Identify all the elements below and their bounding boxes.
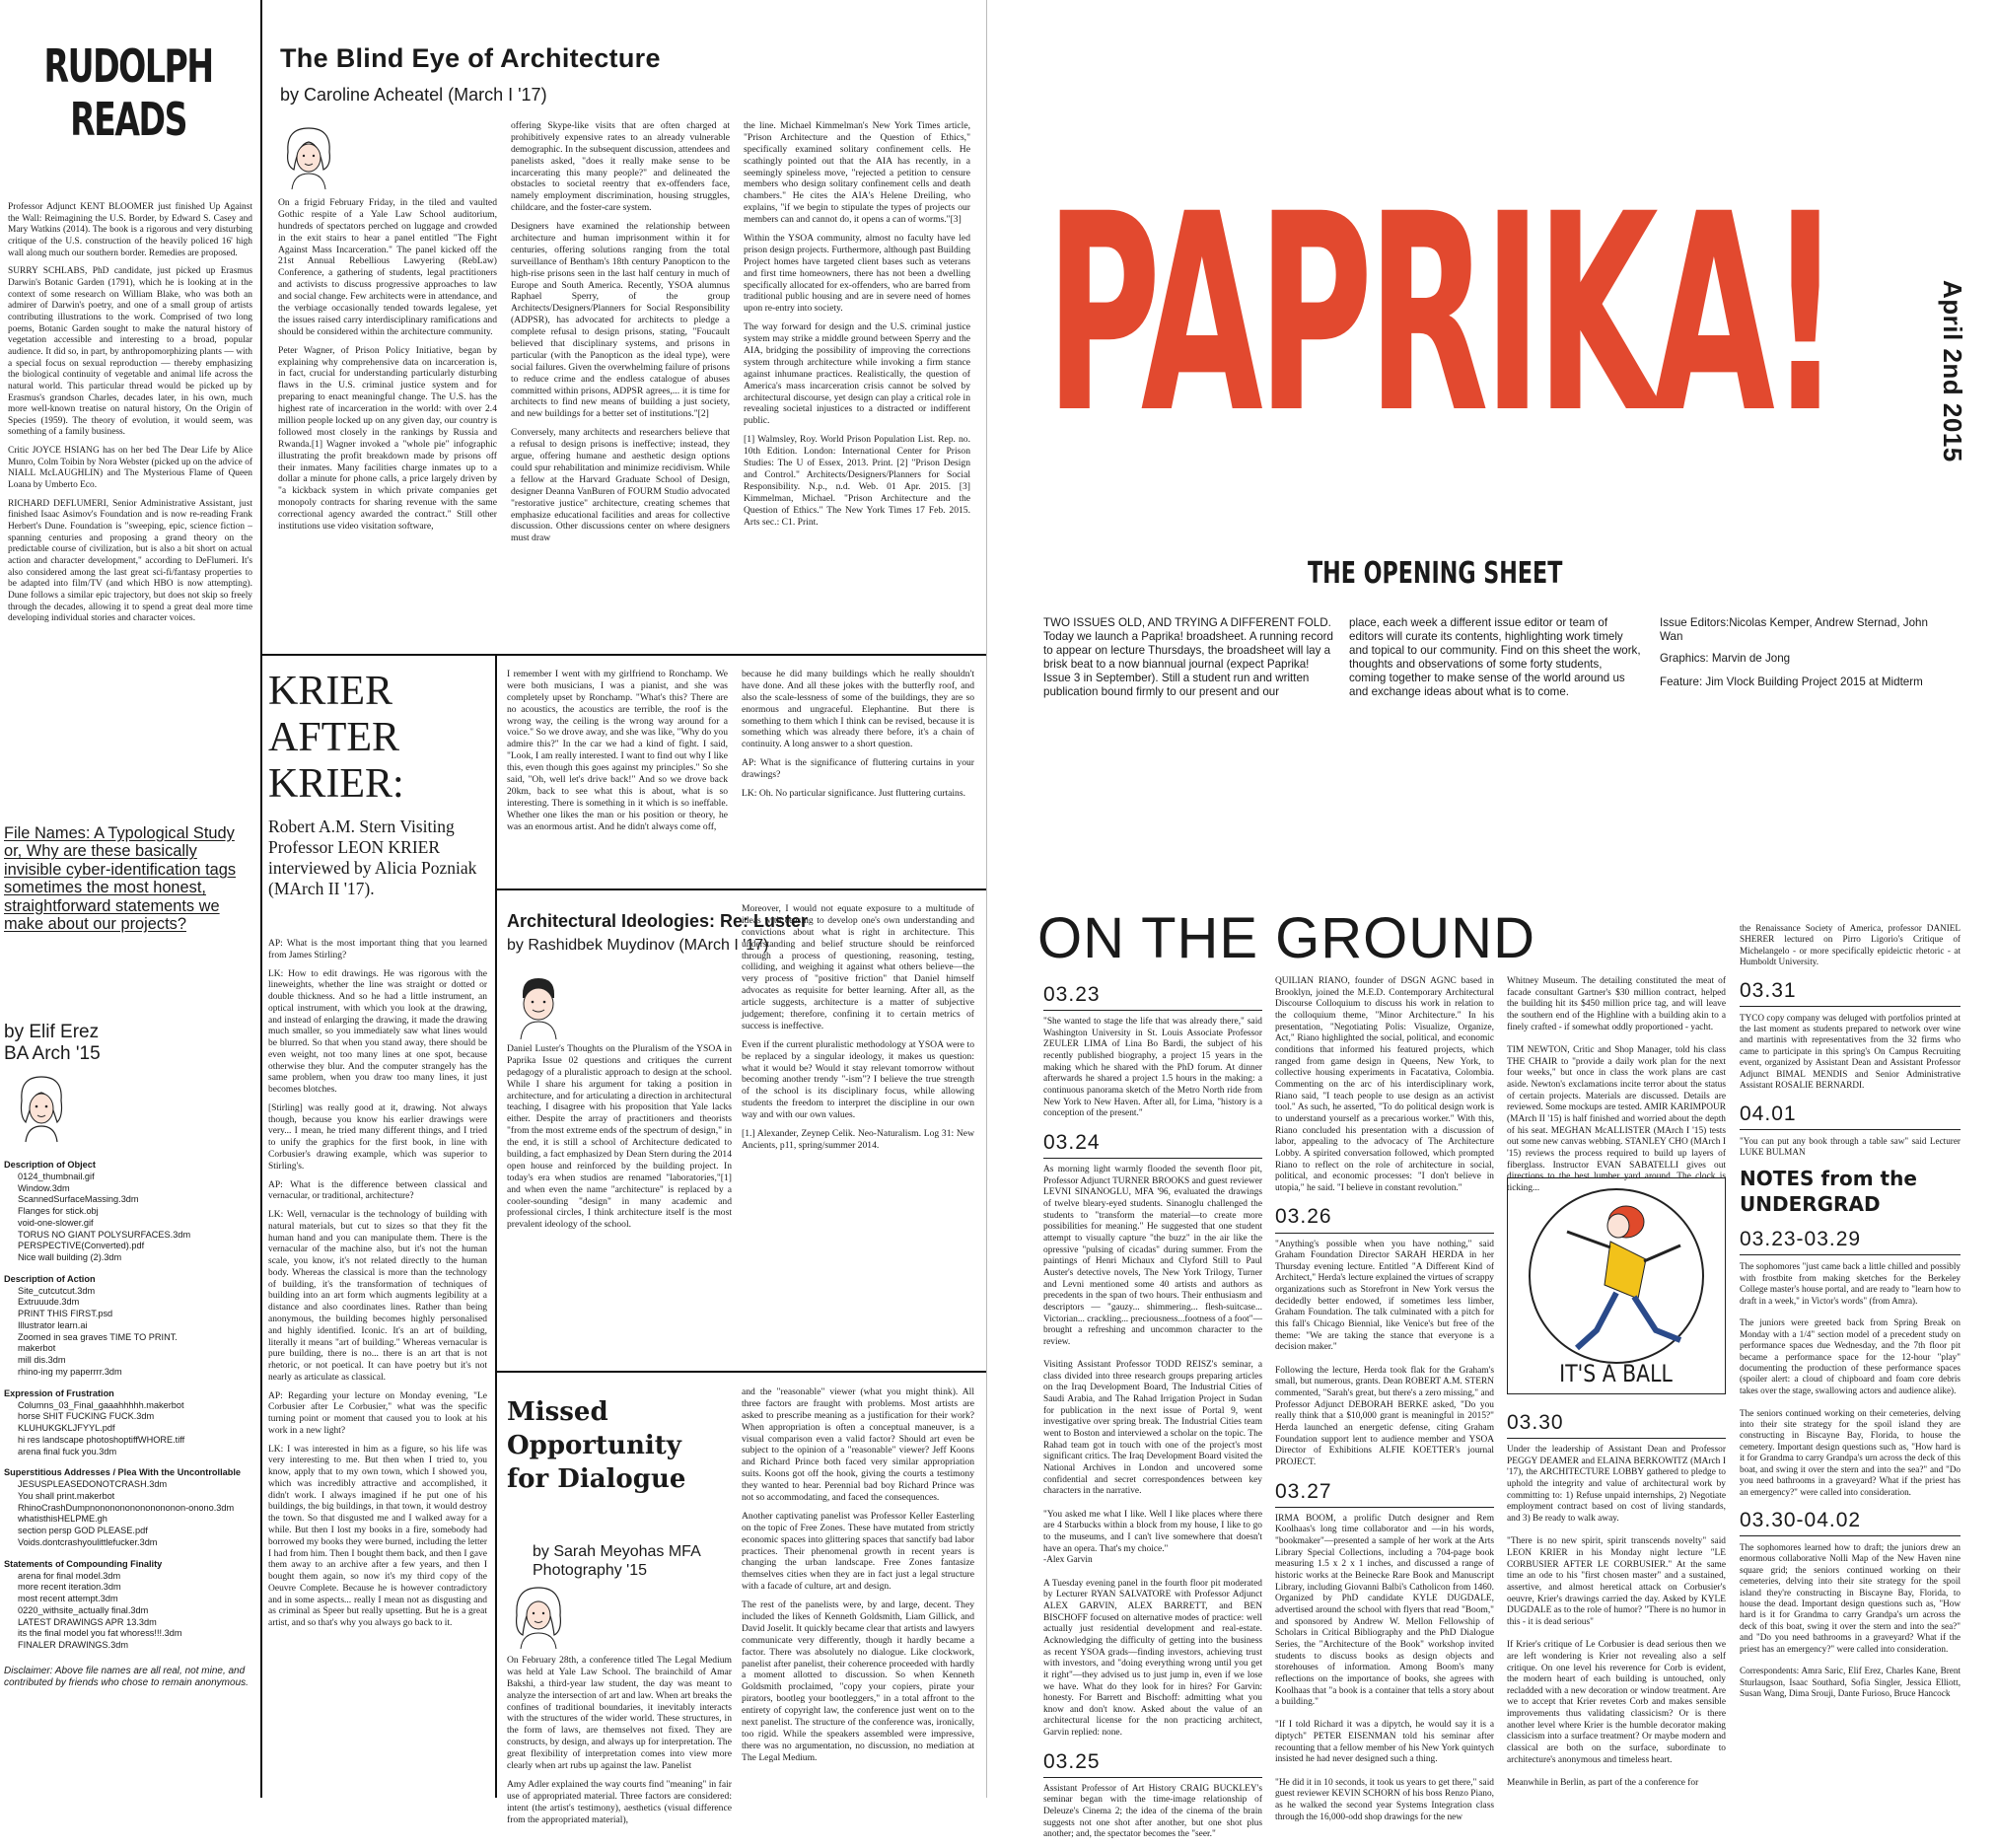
paragraph: Peter Wagner, of Prison Policy Initiative, began by explaining why comprehensive data on incarceration is, in fact, crucial for understanding particularly disturbing flaws in the U.S. criminal justice system and for preparing to enact meaningful change. The U.S. has the highest rate of incarceration in the world: with over 2.4 million people locked up on any given day, our country is followed most closely in the rankings by Russia and Rwanda.[1] Wagner invoked a "whole pie" infographic illustrating the profit breakdown made by prisons off their inmates. Many facilities charge inmates up to a dollar a minute for phone calls, a price largely driven by "a kickback system in which private companies get monopoly contracts for sharing revenue with the same correctional agency awarded the contract." Still other institutions use video visitation software, <box>278 344 497 533</box>
entry-text: The sophomores "just came back a little chilled and possibly with frostbite from making sketches for the Berkeley College master's house portal, and are ready to "learn how to draft in a week," in Victor's words" (from Amra). The juniors were greeted back from Spring Break on Monday with a 1/4" section model of a precedent study on performance spaces due Wednesday, and the 7th floor pit became a performance space for the 12-hour "play" documenting the production of these performance spaces (spoiler alert: a cloud of chipboard and foam core debris takes over the stage, swallowing actors and audience alike). The seniors continued working on their cemeteries, delving into their site strategy for the spoil island they are constructing in Biscayne Bay, Florida, to house the cemetery. Important design questions such as, "How hard is it for Grandma to carry Grandpa's urn across the deck of this boat, and swing it over the stern and into the sea?" and "Do you need bathrooms in a graveyard? What if the priest has an emergency?" were called into consideration. <box>1740 1261 1961 1497</box>
issue-editors: Issue Editors:Nicolas Kemper, Andrew Sternad, John Wan <box>1660 616 1928 643</box>
file-name: RhinoCrashDumpnononononononononon-onono.3dm <box>18 1502 235 1513</box>
on-the-ground-title: ON THE GROUND <box>1037 906 1535 970</box>
ground-col-3b <box>1507 1400 1726 1797</box>
ball-caption: IT'S A BALL <box>1559 1360 1673 1387</box>
entry-text: Assistant Professor of Art History CRAIG BUCKLEY's seminar began with the time-image relationship of Deleuze's Cinema 2; the idea of the cinema of the brain suggests not one shot after another, but one shot plus another; and, the spectator becomes the "seer." <box>1043 1783 1262 1840</box>
entry-date: 03.30 <box>1507 1410 1726 1439</box>
graphics-credit: Graphics: Marvin de Jong <box>1660 652 1791 665</box>
file-name: more recent iteration.3dm <box>18 1582 121 1593</box>
file-name: TORUS NO GIANT POLYSURFACES.3dm <box>18 1229 191 1240</box>
read-entry: Professor Adjunct KENT BLOOMER just finished Up Against the Wall: Reimagining the U.S. Border, by Edward S. Casey and Mary Watkins (2014). The book is a rigorous and very disturbing critique of the U.S. construction of the heavily policed 16' high wall along much our southern border. Remedies are proposed. <box>8 202 252 258</box>
krier-title: KRIER AFTER KRIER: <box>268 669 404 808</box>
file-name: horse SHIT FUCKING FUCK.3dm <box>18 1411 155 1422</box>
entry-date: 04.01 <box>1740 1102 1961 1130</box>
its-a-ball-illustration <box>1507 1177 1726 1394</box>
entry-text: IRMA BOOM, a prolific Dutch designer and Rem Koolhaas's long time collaborator and —in his words, "bookmaker"—presented a sample of her work at the Arts Library Special Collections, including a 704-page book measuring 1.5 x 2 x 1 inches, and discussed a range of historic works at the Beinecke Rare Book and Manuscript Library, including Giovanni Balbi's Catholicon from 1460. Organized by PhD candidate KYLE DUGDALE, advertised around the school with flyers that read "Boom," and sponsored by Andrew W. Mellon Fellowship of Scholars in Critical Bibliography and the PhD Dialogue Series, the "Architecture of the Book" workshop invited students to discuss books as design objects and storehouses of information. Among Boom's many reflections on the importance of books, she agrees with Koolhaas that "a book is a container that tells a story about a building." "If I told Richard it was a dipytch, he would say it is a diptych" PETER EISENMAN told his seminar after recounting that a fellow member of his New York quintych insisted he had never designed such a thing. "He did it in 10 seconds, it took us years to get there," said guest reviewer KEVIN SCHORN of his boss Renzo Piano, as he walked the second year Systems Integration class through the 16,000-odd shop drawings for the new <box>1275 1513 1494 1822</box>
file-name: mill dis.3dm <box>18 1355 66 1366</box>
paragraph: The rest of the panelists were, by and large, decent. They included the likes of Kenneth Goldsmith, Liam Gillick, and David Joselit. It quickly became clear that artists and lawyers communicate very differently, though it hardly became a factor. There was absolutely no dialogue. Like clockwork, panelist after panelist, their coherence proceeded with hardly a moment allotted to discussion. So when Kenneth Goldsmith proclaimed, "copy your copiers, pirate your pirators, bootleg your bootleggers," in a total affront to the entirety of copyright law, the conference just went on to the next panelist. The structure of the conference was, ironically, too rigid. While the speakers assembled were impressive, there was no argumentation, no discussion, no mediation at The Legal Medium. <box>742 1599 974 1763</box>
missed-title: Missed Opportunity for Dialogue <box>507 1397 686 1494</box>
krier-interview <box>264 659 493 1798</box>
paragraph: LK: I was interested in him as a figure, so his life was very interesting to me. But then when I tried to, you know, apply that to my own town, which I showed you, which was incredibly attractive and accomplished, it didn't work. I always imagined if he put one of his buildings, the big buildings, in that town, it would destroy the town. So that disgusted me and I walked away for a while. But then I lost my books in a fire, somebody had borrowed my books they were burned, including the letter I had from him. Then I bought them back, and then I gave them away to an archive after a few years, and then I bought them again, so now it's my third copy of the Oeuvre Complete. Because he is however contradictory and in some aspects... really I mean not as disgusting and as criminal as Speer but really upsetting. But he is a great artist, and so that's why you always go back to it. <box>268 1444 487 1629</box>
blind-eye-col-3 <box>744 120 970 534</box>
file-names-list <box>4 1150 256 1690</box>
paragraph: Conversely, many architects and researchers believe that a refusal to design prisons is ineffective; instead, they argue, offering humane and aesthetic design options could spur rehabilitation and minimize recidivism. While a fellow at the Harvard Graduate School of Design, designer Deanna VanBuren of FOURM Studio advocated "restorative justice" architecture, creating schemes that emphasize educational facilities and areas for collective discussion. Other discussions center on where designers must draw <box>511 427 730 544</box>
file-name: arena for final model.3dm <box>18 1570 121 1581</box>
file-name: Voids.dontcrashyoulittlefucker.3dm <box>18 1536 158 1547</box>
section-heading: Description of Object <box>4 1160 96 1170</box>
file-name: ScannedSurfaceMassing.3dm <box>18 1194 139 1205</box>
paragraph: Within the YSOA community, almost no faculty have led prison design projects. Furthermore, although past Building Project homes have targeted client bases such as veterans and first time homeowners, there has not been a dwelling specifically allocated for ex-offenders, who are barred from traditional public housing and are in severe need of homes upon re-entry into society. <box>744 233 970 315</box>
paragraph: [Stirling] was really good at it, drawing. Not always though, because you know his earlier drawings were very... I mean, he tried many different things, and I tried to unify the graphics for the first book, in line with Corbusier's drawing example, which was superior to Stirling's. <box>268 1102 487 1172</box>
ideologies-title: Architectural Ideologies: Re: Luster <box>507 911 809 931</box>
file-name: Nice wall building (2).3dm <box>18 1252 122 1263</box>
paragraph: Daniel Luster's Thoughts on the Pluralism of the YSOA in Paprika Issue 02 questions and critiques the current pedagogy of a pluralistic approach to design at the school. While I share his argument for taking a position in architecture, and for articulating a direction in architectural teaching, I disagree with his proposition that Yale lacks either. Despite the array of practitioners and theorists "from the most extreme ends of the spectrum of design," in the end, it is still a school of Architecture dedicated to building, a fact emphasized by Dean Stern during the 2014 open house and reinforced by the building project. In today's era when studios are renamed "laboratories,"[1] and when even the name "architecture" is replaced by a cooler-sounding "design" in many academic and professional circles, I think architecture itself is the most prevalent ideology of the school. <box>507 1043 732 1231</box>
krier-col-1 <box>268 939 487 1637</box>
file-name: void-one-slower.gif <box>18 1217 94 1228</box>
file-name: 0220_withsite_actually final.3dm <box>18 1604 149 1615</box>
entry-text: the Renaissance Society of America, professor DANIEL SHERER lectured on Pirro Ligorio's Critique of Michelangelo - or more specifically epideictic rhetoric - at Humboldt University. <box>1740 923 1961 967</box>
caroline-acheatel-portrait <box>278 122 339 189</box>
ground-col-3 <box>1507 976 1726 1201</box>
file-name: Window.3dm <box>18 1182 70 1193</box>
rudolph-reads-body <box>8 202 252 632</box>
section-heading: Expression of Frustration <box>4 1387 114 1398</box>
entry-date: 03.31 <box>1740 978 1961 1007</box>
file-name: section persp GOD PLEASE.pdf <box>18 1526 148 1536</box>
entry-text: "She wanted to stage the life that was already there," said Washington University in St. Louis Associate Professor ZEULER LIMA of Lina Bo Bardi, the subject of his recently published biography, a project 15 years in the making which he shared with the PhD forum. At dinner afterwards he shared a project 1.5 hours in the making: a continuous panorama sketch of the Metro North ride from New York to New Haven. After all, for Lima, "history is a conception of the present." <box>1043 1017 1262 1119</box>
paragraph: and the "reasonable" viewer (what you might think). All three factors are fraught with problems. Most artists are asked to prescribe meaning as a justification for their work? When appropriation is often a conceptual maneuver, is a visual comparison even a valid factor? Should art even be subject to the opinion of a "reasonable" viewer? Jeff Koons and Richard Prince both faced very similar appropriation suits. Koons got off the hook, giving the courts a testimony they wanted to hear. Perennial bad boy Richard Prince was not so accommodating, and faced the consequences. <box>742 1386 974 1504</box>
divider-above-missed <box>495 1371 986 1373</box>
paragraph: On February 28th, a conference titled The Legal Medium was held at Yale Law School. The brainchild of Amar Bakshi, a third-year law student, the day was meant to analyze the intersection of art and law. When art breaks the confines of traditional boundaries, it inevitably interacts with the structures of the wider world. These structures, in the form of laws, are themselves not fixed. They are constructs, by design, and always up for interpretation. The great flexibility of interpretation comes into view more clearly when art rubs up against the law. Panelist <box>507 1655 732 1772</box>
blind-eye-title: The Blind Eye of Architecture <box>280 43 661 73</box>
entry-text: Whitney Museum. The detailing constituted the meat of facade consultant Gartner's $30 million contract, helped the building hit its $450 million price tag, and will leave the southern end of the Highline with a building akin to a finely crafted - if somewhat oddly proportioned - yacht. TIM NEWTON, Critic and Shop Manager, told his class THE CHAIR to "provide a daily work plan for the next four weeks," but once in class the work plans are cast aside. Newton's exclamations incite terror about the status of certain projects. Materials are discussed. Details are reviewed. Some mockups are tested. AMIR KARIMPOUR (MArch II '15) is half finished and worried about the depth of his seat. MEGHAN McALLISTER (MArch I '15) tests out some new canvas webbing. STANLEY CHO (MArch I '15) reviews the process required to build up layers of fiberglass. Instructor EVAN SABATELLI gives out directions to the best lumber yard around. The clock is ticking... <box>1507 976 1726 1193</box>
file-name: JESUSPLEASEDONOTCRASH.3dm <box>18 1479 168 1490</box>
entry-date: 03.25 <box>1043 1749 1262 1778</box>
read-entry: Critic JOYCE HSIANG has on her bed The Dear Life by Alice Munro, Colm Toibin by Nora Webster (picked up on the advice of NIALL McLAUGHLIN) and The Mysterious Flame of Queen Loana by Umberto Eco. <box>8 446 252 491</box>
entry-text: "You can put any book through a table saw" said Lecturer LUKE BULMAN <box>1740 1135 1961 1157</box>
undergrad-title: NOTES from the UNDERGRAD <box>1740 1167 1917 1217</box>
paragraph: AP: What is the significance of fluttering curtains in your drawings? <box>742 757 974 781</box>
file-name: Illustrator learn.ai <box>18 1319 88 1330</box>
paprika-subtitle: THE OPENING SHEET <box>1308 556 1563 591</box>
paragraph: LK: How to edit drawings. He was rigorous with the lineweights, whether the line was straight or dotted or double thickness. And so he had a little instrument, an optical instrument, with which you look at the drawing, and instead of enlarging the drawing, it made the drawing much smaller, so you immediately saw what lines would be blurred. So that when you stand away, there should be even weight, not too many lines at one spot, because otherwise they blur. And the computer strangely has the same problem, when you draw too many lines, it just becomes blotches. <box>268 968 487 1096</box>
rashidbek-portrait <box>509 972 568 1039</box>
paragraph: I remember I went with my girlfriend to Ronchamp. We were both musicians, I was a pianist, and she was completely upset by Ronchamp. "What's this? There are no acoustics, the acoustics are terrible, the roof is the wrong way, the ceiling is the wrong way around for a voice." So we drove away, and she was like, "Why do you admire this?" In the car we had a kind of fight. I said, "Look, I am really interested. I want to find out why I like this, even though this goes against my principles." So she said, "Oh, well let's drive back!" And so we drove back 20km, back to see what this is about, what is so interesting. There is something in it which is so ineffable. Whether one likes the man or his position or theory, he was an enormous artist. And he didn't always come off, <box>507 669 728 832</box>
ideologies-col-2 <box>742 903 974 1159</box>
disclaimer: Disclaimer: Above file names are all real, not mine, and contributed by friends who chose to remain anonymous. <box>4 1665 249 1689</box>
missed-col-2 <box>742 1386 974 1771</box>
paragraph: Designers have examined the relationship between architecture and human imprisonment within it for centuries, offering solutions ranging from the total surveillance of Bentham's 18th century Panopticon to the high-rise prisons seen in the last half century in much of Europe and South America. Recently, YSOA alumnus Raphael Sperry, of the group Architects/Designers/Planners for Social Responsibility (ADPSR), has advocated for architects to pledge a complete refusal to design prisons, stating, "Foucault believed that disciplinary systems, and prisons in particular (with the Panopticon as the ideal type), were social failures. Given the overwhelming failure of prisons to reduce crime and the endless catalogue of abuses committed within prisons, ADPSR agrees,... it is time for architects to find new means of building a just society, and new buildings for a better set of institutions."[2] <box>511 221 730 420</box>
entry-text: The sophomores learned how to draft; the juniors drew an enormous collaborative Nolli Map of the New Haven nine square grid; the seniors continued working on their cemeteries, delving into their site strategy for the spoil island they're constructing in Biscayne Bay, Florida, to house the dead. Important design questions such as, "How hard is it for Grandma to carry Grandpa's urn across the deck of this boat, swing it over the stern and into the sea?" and "Do you need bathrooms in a graveyard? What if the priest has an emergency?" were called into consideration. Correspondents: Amra Saric, Elif Erez, Charles Kane, Brent Sturlaugson, Isaac Southard, Sofia Singler, Jessica Elliott, Susan Wang, Dima Srouji, Dante Furioso, Bruce Hancock <box>1740 1541 1961 1699</box>
feature-credit: Feature: Jim Vlock Building Project 2015 at Midterm <box>1660 675 1923 688</box>
file-name: arena final fuck you.3dm <box>18 1446 117 1457</box>
file-name: makerbot <box>18 1343 56 1354</box>
paragraph: Amy Adler explained the way courts find "meaning" in fair use of appropriated material. Three factors are considered: intent (the artist's testimony), aesthetics (visual difference from the appropriated material), <box>507 1778 732 1825</box>
intro-left: TWO ISSUES OLD, AND TRYING A DIFFERENT FOLD. Today we launch a Paprika! broadsheet. A running record to appear on lecture Thursdays, the broadsheet will lay a brisk beat to a now biannual journal (expect Paprika! Issue 3 in September). Still a student run and written publication bound firmly to our present and our <box>1043 616 1333 698</box>
entry-date: 03.23-03.29 <box>1740 1227 1961 1255</box>
elif-erez-portrait <box>10 1071 73 1142</box>
entry-text: "Anything's possible when you have nothing," said Graham Foundation Director SARAH HERDA in her Thursday evening lecture. Entitled "A Different Kind of Architect," Herda's lecture explained the virtues of scrappy organizations such as Storefront in New York versus the decidedly better endowed, if sometimes less limber, Graham Foundation. The talk culminated with a pitch for this fall's Chicago Biennial, like Venice's but free of the theme: "We are taking the stance that everyone is a decision maker." Following the lecture, Herda took flak for the Graham's small, but numerous, grants. Dean ROBERT A.M. STERN commented, "Sarah's great, but there's a zero missing," and Professor Adjunct DEBORAH BERKE asked, "Do you really think that a $10,000 grant is meaningful in 2015?" Herda launched an energetic defense, citing Graham Foundation support lent to audience member and YSOA Director of Exhibitions ALFIE KOETTER's journal PROJECT. <box>1275 1239 1494 1467</box>
paragraph: offering Skype-like visits that are often charged at prohibitively expensive rates to an already vulnerable demographic. In the subsequent discussion, attendees and panelists asked, "does it really make sense to be incarcerating this many people?" and delineated the obstacles to societal reentry that ex-offenders face, namely employment discrimination, housing struggles, childcare, and the foster-care system. <box>511 120 730 214</box>
paragraph: the line. Michael Kimmelman's New York Times article, "Prison Architecture and the Question of Ethics," specifically examined solitary confinement cells. He scathingly pointed out that the AIA has recently, in a seemingly spineless move, "rejected a petition to censure members who design solitary confinement cells and death chambers." He cites the AIA's Helene Dreiling, who explains, "if we begin to stipulate the types of projects our members can and cannot do, it opens a can of worms."[3] <box>744 120 970 226</box>
ball-figure-drawing <box>1508 1182 1724 1370</box>
read-entry: RICHARD DEFLUMERI, Senior Administrative Assistant, just finished Isaac Asimov's Foundation and is now re-reading Frank Herbert's Dune. Foundation is "sweeping, epic, science fiction – spanning centuries and proposing a grand theory on the predictable course of civilization, but is also a bit short on actual action and character development," according to DeFlumeri. It's also considered among the last great sci-fi/fantasy properties to be adapted into film/TV (and which HBO is now attempting). Dune follows a similar epic trajectory, but does not skip so freely through the decades, allowing it to spend a great deal more time developing individual stories and character voices. <box>8 498 252 624</box>
file-name: its the final model you fat whoress!!!.3dm <box>18 1628 182 1639</box>
paragraph: Even if the current pluralistic methodology at YSOA were to be replaced by a singular ideology, it makes us question: what it would be? Would it stay relevant tomorrow without becoming another trendy "-ism"? I believe the true strength of the school is its disciplinary focus, while allowing students the freedom to interpret the discipline in our own way and with our own values. <box>742 1038 974 1121</box>
divider-left-column <box>260 0 262 1798</box>
entry-date: 03.24 <box>1043 1130 1262 1159</box>
missed-col-1 <box>507 1655 732 1832</box>
file-name: You shall print.makerbot <box>18 1490 115 1501</box>
blind-eye-col-1 <box>278 197 497 539</box>
file-name: rhino-ing my paperrrr.3dm <box>18 1367 122 1378</box>
entry-text: QUILIAN RIANO, founder of DSGN AGNC based in Brooklyn, joined the M.E.D. Contemporary Architectural Discourse Colloquium to discuss his work in relation to the colloquium theme, "Minor Architecture." In his presentation, "Negotiating Polis: Visualize, Organize, Act," Riano highlighted the social, political, and economic conditions that informed his featured projects, which ranged from game design in Queens, New York, to collective housing experiments in Facatativa, Colombia. Commenting on the arc of his interdisciplinary work, Riano said, "I teach people to use design as an activist tool." As such, he asserted, "To do political design work is to understand yourself as a precarious worker." With this, Riano concluded his presentation with a discussion of labor, appealing to the advocacy of The Architecture Lobby. A spirited conversation followed, which prompted Riano to reflect on the role of architecture in social, political, and economic processes: "I don't believe in utopia," he said. "I believe in constant revolution." <box>1275 976 1494 1193</box>
paragraph: AP: What is the most important thing that you learned from James Stirling? <box>268 939 487 960</box>
missed-byline: by Sarah Meyohas MFA Photography '15 <box>533 1543 700 1580</box>
entry-date: 03.27 <box>1275 1479 1494 1508</box>
missed-opportunity-article <box>503 1377 982 1825</box>
paragraph: On a frigid February Friday, in the tiled and vaulted Gothic respite of a Yale Law School auditorium, hundreds of spectators perched on luggage and crowded in the exit stairs to hear a panel entitled "The Fight Against Mass Incarceration." The panel kicked off the 21st Annual Rebellious Lawyering (RebLaw) Conference, a gathering of students, legal practitioners and activists to discuss progressive approaches to law and social change. Few architects were in attendance, and the verbiage occasionally tended towards legalese, yet the issues raised carry interdisciplinary ramifications and should be considered within the architecture community. <box>278 197 497 337</box>
section-heading: Description of Action <box>4 1273 96 1284</box>
paragraph: LK: Oh. No particular significance. Just fluttering curtains. <box>742 788 965 800</box>
intro-right: place, each week a different issue editor or team of editors will curate its contents, highlighting work timely and topical to our community. Find on this sheet the work, thoughts and observations of some forty students, coming together to make sense of the world around us and exchange ideas about what is to come. <box>1349 616 1641 698</box>
file-name: PERSPECTIVE(Converted).pdf <box>18 1241 145 1251</box>
read-entry: SURRY SCHLABS, PhD candidate, just picked up Erasmus Darwin's Botanic Garden (1791), which he is looking at in the context of some research on William Blake, who was both an admirer of Darwin's poetry, and one of a small group of artists contributing illustrations to the work. Comprised of two long poems, Botanic Garden sought to make the natural history of vegetation accessible and interesting to a broad, popular audience. It did so, in part, by anthropomorphizing plants — with a special focus on sexual reproduction — thereby emphasizing the biological continuity of vegetable and animal life across the natural world. This particular thread would be picked up by Erasmus's grandson Charles, decades later, in his own, much more well-known treatise on natural history, On the Origin of Species (1959). The theory of evolution, it would seem, was something of a family business. <box>8 266 252 438</box>
footnote: [1.] Alexander, Zeynep Celik. Neo-Naturalism. Log 31: New Ancients, p11, spring/summer 2014. <box>742 1128 974 1151</box>
file-name: FINALER DRAWINGS.3dm <box>18 1640 128 1651</box>
entry-date: 03.23 <box>1043 982 1262 1011</box>
file-name: most recent attempt.3dm <box>18 1594 118 1604</box>
krier-col-3 <box>742 669 974 807</box>
ideologies-col-1 <box>507 1043 732 1238</box>
paragraph: Moreover, I would not equate exposure to a multitude of ideas with ceasing to develop one's own understanding and convictions about what is right in architecture. This understanding and belief structure should be reinforced through a process of questioning, reasoning, testing, colliding, and weighing it against what others believe—the very process of "positive friction" that Daniel himself advocates as requisite for better learning. After all, as the article suggests, architecture is a matter of subjective judgement; therefore, confining it to certain metrics of success is ineffective. <box>742 903 974 1031</box>
footnotes: [1] Walmsley, Roy. World Prison Population List. Rep. no. 10th Edition. London: International Center for Prison Studies: The U of Essex, 2013. Print. [2] "Prison Design and Control." Architects/Designers/Planners for Social Responsibility. N.p., n.d. Web. 01 Apr. 2015. [3] Kimmelman, Michael. "Prison Architecture and the Question of Ethics." The New York Times 17 Feb. 2015. Arts sec.: C1. Print. <box>744 434 970 528</box>
file-name: PRINT THIS FIRST.psd <box>18 1309 113 1319</box>
file-name: Site_cutcutcut.3dm <box>18 1285 96 1296</box>
paragraph: AP: Regarding your lecture on Monday evening, "Le Corbusier after Le Corbusier," what was the specific turning point or moment that caused you to look at his work in a new light? <box>268 1390 487 1436</box>
ground-col-2 <box>1275 976 1494 1830</box>
ground-col-1 <box>1043 972 1262 1848</box>
file-name: Flanges for stick.obj <box>18 1206 99 1217</box>
paragraph: The way forward for design and the U.S. criminal justice system may strike a middle ground between Sperry and the AIA, bridging the possibility of improving the corrections system through architecture while invoking a firm stance against inhumane practices. Realistically, the question of America's mass incarceration crisis cannot be solved by architectural discourse, yet design can play a critical role in revealing societal injustices to a distracted or indifferent public. <box>744 321 970 427</box>
blind-eye-article <box>268 0 982 651</box>
krier-col-2 <box>507 669 728 839</box>
file-names-byline: by Elif Erez BA Arch '15 <box>4 1022 101 1064</box>
ideologies-article <box>503 895 982 1367</box>
paragraph: Another captivating panelist was Professor Keller Easterling on the topic of Free Zones. These have mutated from strictly economic spaces into glittering spaces that sanctify bad labor practices. Their phenomenal growth in recent years is changing the urban landscape. Free Zones fantasize themselves cities when they are in fact just a legal structure with a facade of culture, art and design. <box>742 1510 974 1593</box>
paprika-intro <box>1043 616 1970 698</box>
file-name: KLUHUKGKLJFYYL.pdf <box>18 1423 115 1434</box>
paragraph: because he did many buildings which he really shouldn't have done. And all these jokes with the butterfly roof, and also the scale-lessness of some of the buildings, they are so enormous and ungraceful. Elephantine. But there is something to them which I think can be revised, because it is something which was already there before, it's a chain of continuity. A long answer to a short question. <box>742 669 974 750</box>
divider-above-ideologies <box>495 888 986 890</box>
file-name: whatisthisHELPME.gh <box>18 1514 107 1525</box>
sarah-meyohas-portrait <box>509 1582 568 1649</box>
rudolph-reads-section <box>0 0 260 789</box>
paprika-title: PAPRIKA! <box>1045 157 1836 473</box>
file-names-section <box>0 824 260 1798</box>
file-names-title: File Names: A Typological Study or, Why are these basically invisible cyber-identification tags sometimes the most honest, straightforward statements we make about our projects? <box>4 824 237 933</box>
paprika-masthead <box>1026 157 1997 621</box>
paragraph: LK: Well, vernacular is the technology of building with natural materials, but cut to sizes so that they fit the human hand and you can manipulate them. There is the vernacular of the machine also, but it's not the human scale, you know, it's not related directly to the human body. Whereas the classical is more than the technology of building, it's the transformation of techniques of building into an art form which augments legibility at a distance and also coordinates lines. Rather than being anonymous, the building becomes highly personalised and highly identified. Iconic. It's an art of building, literally it means "art of building." Whereas vernacular is pure building, there is no... there is an art that is not rhetoric, or not poetical. It can have poetry but it's not nearly as articulate as classical. <box>268 1210 487 1383</box>
ideologies-byline: by Rashidbek Muydinov (MArch I '17) <box>507 937 769 954</box>
section-heading: Superstitious Addresses / Plea With the Uncontrollable <box>4 1467 242 1478</box>
krier-subtitle: Robert A.M. Stern Visiting Professor LEON KRIER interviewed by Alicia Pozniak (MArch II '17). <box>268 817 477 898</box>
file-name: hi res landscape photoshoptiffWHORE.tiff <box>18 1434 185 1445</box>
entry-date: 03.26 <box>1275 1204 1494 1233</box>
divider-below-blind-eye <box>260 654 986 656</box>
ground-col-4 <box>1740 923 1961 1707</box>
blind-eye-byline: by Caroline Acheatel (March I '17) <box>280 85 547 105</box>
file-name: LATEST DRAWINGS APR 13.3dm <box>18 1616 157 1627</box>
entry-date: 03.30-04.02 <box>1740 1508 1961 1536</box>
paragraph: AP: What is the difference between classical and vernacular, or traditional, architecture? <box>268 1179 487 1202</box>
blind-eye-col-2 <box>511 120 730 551</box>
divider-krier-inner <box>495 656 497 1798</box>
paprika-date: April 2nd 2015 <box>1938 280 1967 462</box>
entry-text: Under the leadership of Assistant Dean and Professor PEGGY DEAMER and ELAINA BERKOWITZ (MArch I '17), the ARCHITECTURE LOBBY gathered to pledge to uphold the integrity and value of architectural work by committing to: 1) Refuse unpaid internships, 2) Negotiate employment contract based on cost of living standards, and 3) Be ready to walk away. "There is no new spirit, spirit transcends novelty" said LEON KRIER in his Monday night lecture "LE CORBUSIER AFTER LE CORBUSIER." At the same time an ode to his "first chosen master" and a sustained, assertive, and almost heretical attack on Corbusier's oeuvre, Krier's drawings carried the day. Asked by KYLE DUGDALE as to the role of humor? "There is no humor in this - it is dead serious" If Krier's critique of Le Corbusier is dead serious then we are left wondering is Krier not revealing also a self critique. On one level his reverence for Corb is evident, the modern heart of each building is untouched, only recladded with a new decoration or window treatment. Are we to accept that Krier revetes Corb and makes sensible improvements thus validating classicism? Or is there another level where Krier is the humble decorator making classicism into a surface treatment? Or maybe modern and classical are both on the surface, subordinate to architecture's anonymous and timeless heart. Meanwhile in Berlin, as part of the a conference for <box>1507 1445 1726 1789</box>
file-name: 0124_thumbnail.gif <box>18 1171 95 1181</box>
entry-text: As morning light warmly flooded the seventh floor pit, Professor Adjunct TURNER BROOKS and guest reviewer LEVNI SINANOGLU, MFA '96, evaluated the drawings of twelve bleary-eyed students. Sinanoglu challenged the students to "transform the material—to create more possibilities for meaning." He suggested that one student attempt to visually capture "the buzz" in the air like the opressive "pulsing of cicadas" during summer. From the paintings of Henri Michaux and Clyford Still to Paul Auster's detective novels, The New York Trilogy, Turner and Levni mentioned some 40 artists and authors as precedents in the span of two hours. Their enthusiasm and descriptors — "gauzy... shimmering... flesh-suitcase... Victorian... crackling... preciousness...footness of a foot"—brought a refreshing and uncommon character to the review. Visiting Assistant Professor TODD REISZ's seminar, a class divided into three research groups preparing articles on the Iraq Development Board, The Industrial Cities of Saudi Arabia, and The Rahad Irrigation Project in Sudan for publication in the next issue of Portal 9, went investigative over spring break. The Industrial Cities team went to Boston and interviewed a scholar on the topic. The Rahad team got in touch with one of the project's most significant critics. The Iraq Development Board visited the National Archives in London and uncovered some confidential and secret correspondences between key characters in the narrative. "You asked me what I like. Well I like places where there are 4 Starbucks within a block from my house, I like to go to the museums, and I can't live somewhere that doesn't have an opera. That's my choice." -Alex Garvin A Tuesday evening panel in the fourth floor pit moderated by Lecturer RYAN SALVATORE with Professor Adjunct ALEX GARVIN, ALEX BARRETT, and BEN BISCHOFF focused on alternative modes of practice: well actually just residential development and real-estate. Acknowledging the difficulty of getting into the business as recent YSOA grads—finding investors, achieving trust with investors, and "doing everything wrong until you get it right"—they advised us to just jump in, even if we lose we have. What do they look for in hires? For Garvin: honesty. For Barrett and Bischoff: admitting what you know and don't know. Asked about the value of an architectural license for the non practicing architect, Garvin replied: none. <box>1043 1164 1262 1739</box>
file-name: Zoomed in sea graves TIME TO PRINT. <box>18 1331 178 1342</box>
divider-center-right <box>986 0 987 1798</box>
entry-text: TYCO copy company was deluged with portfolios printed at the last moment as students prepared to network over wine and martinis with representatives from the 32 firms who came to participate in this spring's On Campus Recruiting event, organized by Assistant Dean and Assistant Professor Adjunct BIMAL MENDIS and Senior Administrative Assistant ROSALIE BERNARDI. <box>1740 1012 1961 1091</box>
file-name: Columns_03_Final_gaaahhhhh.makerbot <box>18 1399 184 1410</box>
rudolph-reads-masthead: RUDOLPH READS <box>43 39 213 147</box>
file-name: Extruuude.3dm <box>18 1297 80 1308</box>
section-heading: Statements of Compounding Finality <box>4 1558 163 1569</box>
